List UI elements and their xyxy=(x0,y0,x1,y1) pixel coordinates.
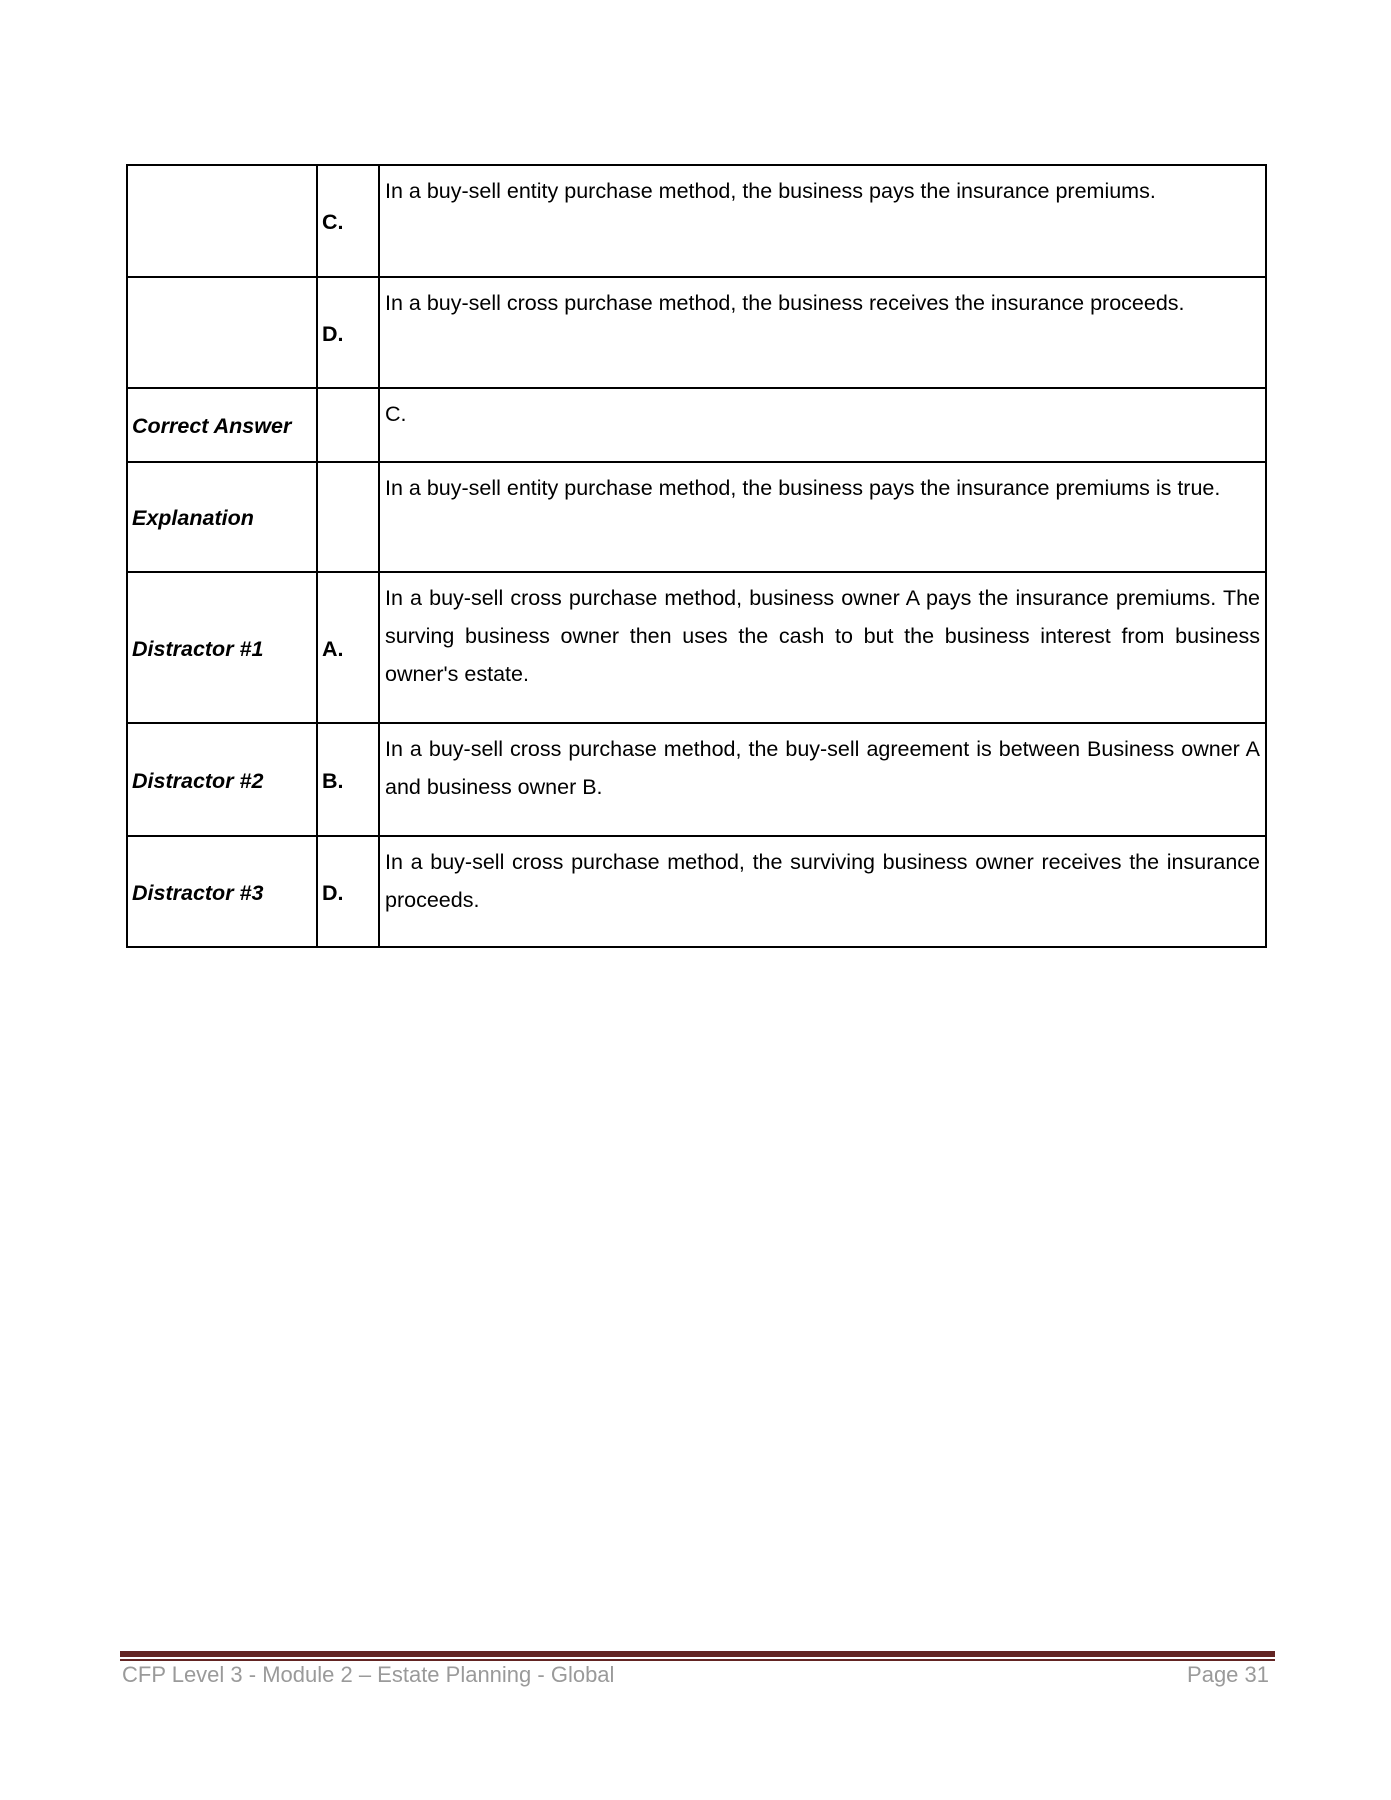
row-text: In a buy-sell entity purchase method, the business pays the insurance premiums. xyxy=(379,165,1266,277)
row-label xyxy=(127,277,317,388)
row-text: In a buy-sell cross purchase method, the buy-sell agreement is between Business owner A and business owner B. xyxy=(379,723,1266,836)
row-label: Correct Answer xyxy=(127,388,317,462)
table-row xyxy=(127,165,1266,277)
row-text: In a buy-sell cross purchase method, the business receives the insurance proceeds. xyxy=(379,277,1266,388)
option-letter xyxy=(317,388,379,462)
table-row xyxy=(127,572,1266,723)
page-number: Page 31 xyxy=(1187,1662,1269,1687)
question-table xyxy=(126,164,1267,948)
row-text: In a buy-sell entity purchase method, the business pays the insurance premiums is true. xyxy=(379,462,1266,572)
option-letter: C. xyxy=(317,165,379,277)
option-letter xyxy=(317,462,379,572)
row-text: In a buy-sell cross purchase method, the surviving business owner receives the insurance proceeds. xyxy=(379,836,1266,947)
option-letter: B. xyxy=(317,723,379,836)
row-label: Distractor #3 xyxy=(127,836,317,947)
row-text: C. xyxy=(379,388,1266,462)
row-text: In a buy-sell cross purchase method, business owner A pays the insurance premiums. The surving business owner then uses the cash to but the business interest from business owner's estate. xyxy=(379,572,1266,723)
option-letter: D. xyxy=(317,277,379,388)
row-label: Distractor #2 xyxy=(127,723,317,836)
row-label xyxy=(127,165,317,277)
table-row xyxy=(127,462,1266,572)
table-row xyxy=(127,277,1266,388)
table-row xyxy=(127,723,1266,836)
footer-rule-thin xyxy=(120,1659,1275,1661)
option-letter: A. xyxy=(317,572,379,723)
row-label: Explanation xyxy=(127,462,317,572)
row-label: Distractor #1 xyxy=(127,572,317,723)
option-letter: D. xyxy=(317,836,379,947)
footer-title: CFP Level 3 - Module 2 – Estate Planning - Global xyxy=(122,1662,615,1687)
table-row xyxy=(127,388,1266,462)
footer-rule-thick xyxy=(120,1651,1275,1657)
table-row xyxy=(127,836,1266,947)
